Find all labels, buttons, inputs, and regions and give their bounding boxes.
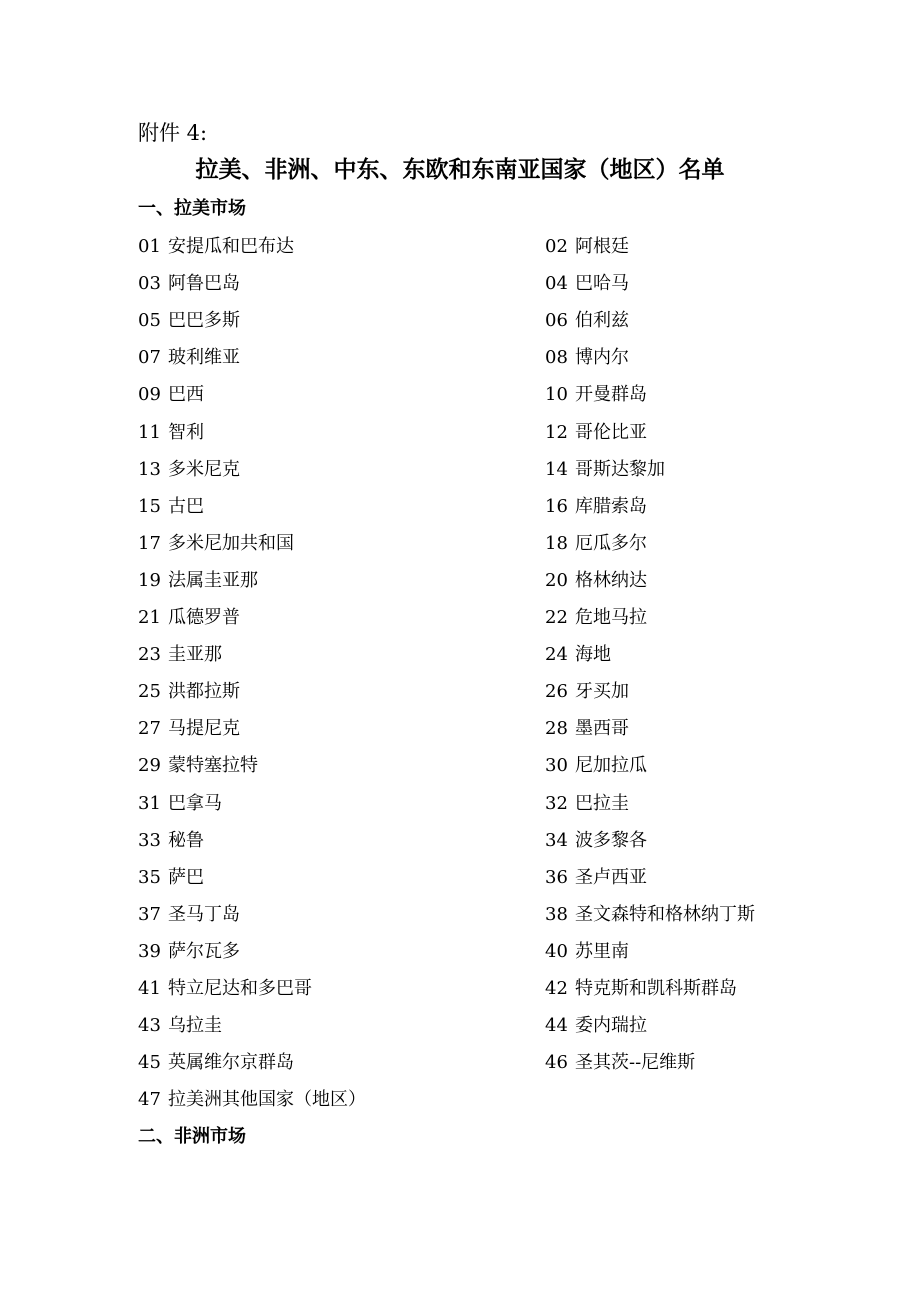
- country-number: 30: [545, 755, 568, 777]
- country-name: 乌拉圭: [168, 1015, 222, 1037]
- country-name: 哥伦比亚: [575, 421, 647, 443]
- country-item: [545, 1011, 647, 1041]
- country-item: [545, 306, 629, 336]
- country-number: 03: [138, 273, 161, 295]
- country-name: 博内尔: [575, 347, 629, 369]
- country-name: 特立尼达和多巴哥: [168, 978, 312, 999]
- attachment-label: 附件 4:: [138, 121, 208, 145]
- country-name: 古巴: [168, 495, 204, 517]
- country-number: 44: [545, 1015, 568, 1037]
- country-item: [545, 900, 755, 930]
- country-item: [138, 677, 240, 707]
- country-number: 29: [138, 755, 161, 777]
- country-number: 21: [138, 607, 161, 628]
- country-number: 39: [138, 940, 161, 962]
- country-number: 36: [545, 866, 568, 888]
- country-item: [138, 566, 258, 596]
- country-number: 07: [138, 347, 161, 369]
- country-item: [545, 826, 647, 856]
- country-number: 15: [138, 495, 161, 517]
- country-item: [545, 974, 737, 1004]
- country-name: 尼加拉瓜: [575, 755, 647, 777]
- country-name: 智利: [168, 421, 204, 443]
- country-item: [545, 492, 647, 522]
- country-item: [138, 529, 294, 559]
- country-number: 18: [545, 532, 568, 554]
- country-item: [545, 455, 665, 485]
- country-name: 哥斯达黎加: [575, 458, 665, 480]
- country-number: 32: [545, 792, 568, 814]
- country-name: 巴拿马: [168, 792, 222, 814]
- country-item: [138, 418, 204, 448]
- country-name: 厄瓜多尔: [575, 532, 647, 554]
- country-name: 苏里南: [575, 940, 629, 962]
- country-item: [545, 789, 629, 819]
- country-number: 27: [138, 718, 161, 740]
- country-number: 47: [138, 1089, 161, 1111]
- section-heading-africa: 二、非洲市场: [138, 1126, 246, 1147]
- country-name: 安提瓜和巴布达: [168, 236, 294, 257]
- country-item: [545, 603, 647, 633]
- country-name: 多米尼加共和国: [168, 532, 294, 554]
- country-name: 巴拉圭: [575, 792, 629, 814]
- country-name: 波多黎各: [575, 829, 647, 851]
- country-item: [138, 492, 204, 522]
- country-number: 06: [545, 310, 568, 332]
- country-number: 46: [545, 1052, 568, 1074]
- country-number: 02: [545, 236, 568, 257]
- country-name: 海地: [575, 644, 611, 666]
- country-number: 35: [138, 866, 161, 888]
- country-item: [138, 455, 240, 485]
- country-number: 12: [545, 421, 568, 443]
- country-item: [545, 269, 629, 299]
- country-name: 萨巴: [168, 866, 204, 888]
- country-number: 40: [545, 940, 568, 962]
- country-name: 圣卢西亚: [575, 866, 647, 888]
- country-item: [545, 418, 647, 448]
- country-item: [138, 714, 240, 744]
- country-number: 22: [545, 607, 568, 628]
- country-item: [138, 1011, 222, 1041]
- country-number: 31: [138, 792, 161, 814]
- country-name: 玻利维亚: [168, 347, 240, 369]
- country-name: 萨尔瓦多: [168, 940, 240, 962]
- country-number: 17: [138, 532, 161, 554]
- country-name: 洪都拉斯: [168, 681, 240, 703]
- country-name: 巴巴多斯: [168, 310, 240, 332]
- country-number: 34: [545, 829, 568, 851]
- country-name: 秘鲁: [168, 829, 204, 851]
- country-name: 多米尼克: [168, 458, 240, 480]
- country-item: [138, 603, 240, 633]
- country-number: 20: [545, 569, 568, 591]
- country-number: 37: [138, 903, 161, 925]
- country-name: 圣文森特和格林纳丁斯: [575, 903, 755, 925]
- country-number: 38: [545, 903, 568, 925]
- country-item: [138, 343, 240, 373]
- country-name: 伯利兹: [575, 310, 629, 332]
- country-item: [545, 566, 647, 596]
- country-item: [545, 343, 629, 373]
- country-name: 特克斯和凯科斯群岛: [575, 978, 737, 999]
- country-item: [545, 677, 629, 707]
- country-number: 25: [138, 681, 161, 703]
- country-number: 45: [138, 1052, 161, 1074]
- country-number: 16: [545, 495, 568, 517]
- country-item: [545, 232, 629, 262]
- country-name: 巴西: [168, 384, 204, 406]
- country-number: 42: [545, 978, 568, 999]
- country-item: [138, 974, 312, 1004]
- country-name: 阿鲁巴岛: [168, 273, 240, 295]
- country-name: 拉美洲其他国家（地区）: [168, 1089, 366, 1111]
- country-number: 24: [545, 644, 568, 666]
- country-number: 09: [138, 384, 161, 406]
- country-name: 瓜德罗普: [168, 607, 240, 628]
- country-name: 圭亚那: [168, 644, 222, 666]
- document-title: 拉美、非洲、中东、东欧和东南亚国家（地区）名单: [195, 156, 725, 183]
- country-name: 英属维尔京群岛: [168, 1052, 294, 1074]
- country-name: 委内瑞拉: [575, 1015, 647, 1037]
- country-item: [138, 826, 204, 856]
- country-name: 蒙特塞拉特: [168, 755, 258, 777]
- country-item: [138, 306, 240, 336]
- country-number: 33: [138, 829, 161, 851]
- country-number: 01: [138, 236, 161, 257]
- country-name: 法属圭亚那: [168, 569, 258, 591]
- country-name: 库腊索岛: [575, 495, 647, 517]
- country-item: [545, 640, 611, 670]
- country-name: 危地马拉: [575, 607, 647, 628]
- country-number: 19: [138, 569, 161, 591]
- country-name: 巴哈马: [575, 273, 629, 295]
- country-name: 圣马丁岛: [168, 903, 240, 925]
- country-item: [138, 1048, 294, 1078]
- country-item: [138, 863, 204, 893]
- country-number: 43: [138, 1015, 161, 1037]
- country-number: 08: [545, 347, 568, 369]
- country-name: 阿根廷: [575, 236, 629, 257]
- country-item: [545, 529, 647, 559]
- country-number: 14: [545, 458, 568, 480]
- country-item: [545, 714, 629, 744]
- country-name: 开曼群岛: [575, 384, 647, 406]
- country-number: 28: [545, 718, 568, 740]
- country-number: 04: [545, 273, 568, 295]
- country-item: [545, 751, 647, 781]
- country-number: 23: [138, 644, 161, 666]
- country-item: [138, 937, 240, 967]
- country-number: 05: [138, 310, 161, 332]
- country-name: 格林纳达: [575, 569, 647, 591]
- country-item: [138, 751, 258, 781]
- country-item: [138, 232, 294, 262]
- country-number: 11: [138, 421, 161, 443]
- country-item: [138, 789, 222, 819]
- country-number: 41: [138, 978, 161, 999]
- country-item: [545, 1048, 695, 1078]
- country-item: [138, 269, 240, 299]
- country-item: [545, 863, 647, 893]
- country-item: [138, 640, 222, 670]
- country-item: [138, 900, 240, 930]
- country-item: [138, 1085, 366, 1115]
- country-name: 马提尼克: [168, 718, 240, 740]
- country-item: [545, 380, 647, 410]
- country-item: [545, 937, 629, 967]
- country-number: 26: [545, 681, 568, 703]
- country-name: 牙买加: [575, 681, 629, 703]
- section-heading-latin-america: 一、拉美市场: [138, 198, 246, 219]
- country-list-latin-america: [138, 232, 838, 1122]
- country-number: 10: [545, 384, 568, 406]
- country-number: 13: [138, 458, 161, 480]
- country-item: [138, 380, 204, 410]
- country-name: 圣其茨--尼维斯: [575, 1052, 696, 1074]
- country-name: 墨西哥: [575, 718, 629, 740]
